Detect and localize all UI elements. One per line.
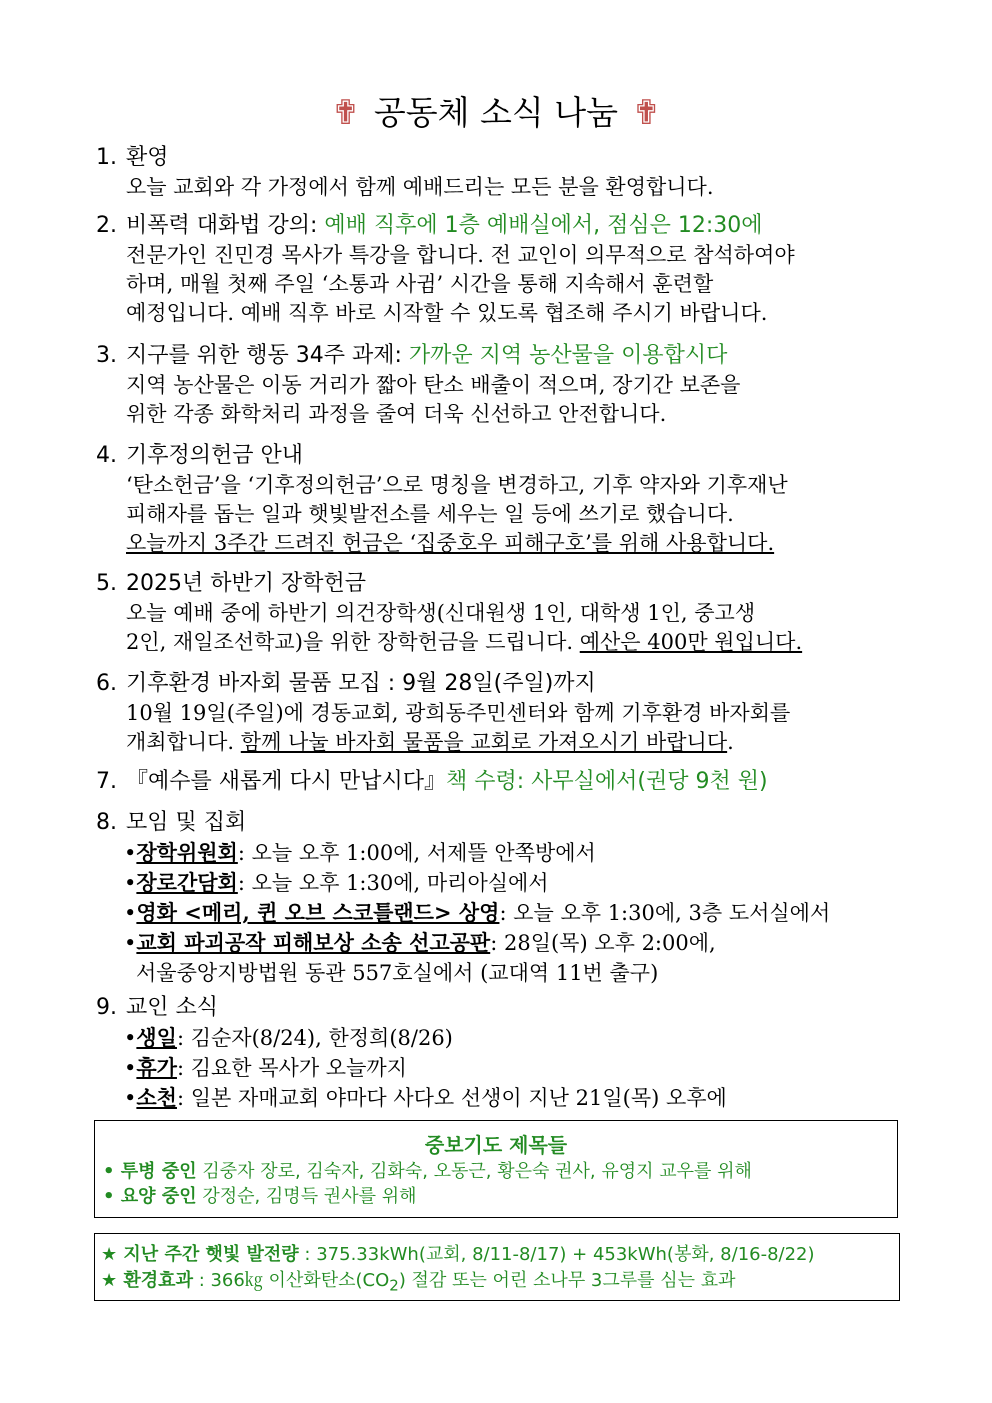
list-item-continuation: 서울중앙지방법원 동관 557호실에서 (교대역 11번 출구) [136, 961, 659, 985]
section-heading: 6. 기후환경 바자회 물품 모집 : 9월 28일(주일)까지 [96, 671, 596, 696]
section-welcome [96, 143, 902, 202]
section-bazaar [96, 669, 902, 757]
section-climate-offering [96, 441, 902, 558]
section-heading: 9. 교인 소식 [96, 995, 219, 1020]
body-line: 오늘 예배 중에 하반기 의건장학생(신대원생 1인, 대학생 1인, 중고생 [126, 601, 756, 625]
list-item: •생일: 김순자(8/24), 한정희(8/26) [124, 1025, 453, 1050]
body-line: 예정입니다. 예배 직후 바로 시작할 수 있도록 협조해 주시기 바랍니다. [126, 301, 768, 325]
list-item: •교회 파괴공작 피해보상 소송 선고공판: 28일(목) 오후 2:00에, [124, 930, 716, 955]
section-heading: 7. 『예수를 새롭게 다시 만납시다』책 수령: 사무실에서(권당 9천 원) [96, 769, 768, 794]
section-heading: 3. 지구를 위한 행동 34주 과제: 가까운 지역 농산물을 이용합시다 [96, 343, 728, 368]
solar-box [94, 1233, 900, 1301]
section-nonviolent-lecture [96, 211, 902, 328]
prayer-line: • 투병 중인 김중자 장로, 김숙자, 김화숙, 오동근, 황은숙 권사, 유영지 교우를 위해 [103, 1161, 752, 1182]
solar-line: ★ 지난 주간 햇빛 발전량 : 375.33kWh(교회, 8/11-8/17) + 453kWh(봉화, 8/16-8/22) [101, 1244, 815, 1265]
body-line: 하며, 매월 첫째 주일 ‘소통과 사귐’ 시간을 통해 지속해서 훈련할 [126, 272, 714, 296]
section-heading: 1. 환영 [96, 145, 169, 170]
list-item: •영화 <메리, 퀸 오브 스코틀랜드> 상영: 오늘 오후 1:30에, 3층 도서실에서 [124, 900, 831, 925]
section-scholarship [96, 569, 902, 657]
list-item: •장로간담회: 오늘 오후 1:30에, 마리아실에서 [124, 870, 549, 895]
section-heading: 5. 2025년 하반기 장학헌금 [96, 571, 366, 596]
cross-icon: ✟ [632, 93, 661, 133]
list-item: •소천: 일본 자매교회 야마다 사다오 선생이 지난 21일(목) 오후에 [124, 1085, 727, 1110]
prayer-line: • 요양 중인 강정순, 김명득 권사를 위해 [103, 1186, 417, 1207]
body-line: 개최합니다. 함께 나눌 바자회 물품을 교회로 가져오시기 바랍니다. [126, 730, 734, 754]
body-line: 10월 19일(주일)에 경동교회, 광희동주민센터와 함께 기후환경 바자회를 [126, 701, 791, 725]
page-title [0, 88, 992, 138]
body-line-underlined: 오늘까지 3주간 드려진 헌금은 ‘집중호우 피해구호’를 위해 사용합니다. [126, 531, 775, 555]
section-meetings [96, 808, 902, 988]
solar-line: ★ 환경효과 : 366㎏ 이산화탄소$(CO_2)$ 절감 또는 어린 소나무 3그루를 심는 효과 [101, 1270, 736, 1295]
body-line: 위한 각종 화학처리 과정을 줄여 더욱 신선하고 안전합니다. [126, 402, 667, 426]
body-line: 2인, 재일조선학교)을 위한 장학헌금을 드립니다. 예산은 400만 원입니다. [126, 630, 803, 654]
body-line: 피해자를 돕는 일과 햇빛발전소를 세우는 일 등에 쓰기로 했습니다. [126, 502, 734, 526]
section-earth-action [96, 341, 902, 429]
body-line: 전문가인 진민경 목사가 특강을 합니다. 전 교인이 의무적으로 참석하여야 [126, 243, 795, 267]
list-item: •휴가: 김요한 목사가 오늘까지 [124, 1055, 407, 1080]
prayer-box [94, 1120, 898, 1218]
section-heading: 4. 기후정의헌금 안내 [96, 443, 304, 468]
body-line: 오늘 교회와 각 가정에서 함께 예배드리는 모든 분을 환영합니다. [126, 175, 714, 199]
title-text: 공동체 소식 나눔 [373, 93, 619, 132]
section-heading: 2. 비폭력 대화법 강의: 예배 직후에 1층 예배실에서, 점심은 12:30에 [96, 213, 763, 238]
section-book [96, 767, 902, 797]
body-line: ‘탄소헌금’을 ‘기후정의헌금’으로 명칭을 변경하고, 기후 약자와 기후재난 [126, 473, 788, 497]
section-member-news [96, 993, 902, 1113]
cross-icon: ✟ [331, 93, 360, 133]
list-item: •장학위원회: 오늘 오후 1:00에, 서제뜰 안쪽방에서 [124, 840, 596, 865]
section-heading: 8. 모임 및 집회 [96, 810, 247, 835]
body-line: 지역 농산물은 이동 거리가 짧아 탄소 배출이 적으며, 장기간 보존을 [126, 373, 741, 397]
prayer-title: 중보기도 제목들 [424, 1133, 568, 1157]
